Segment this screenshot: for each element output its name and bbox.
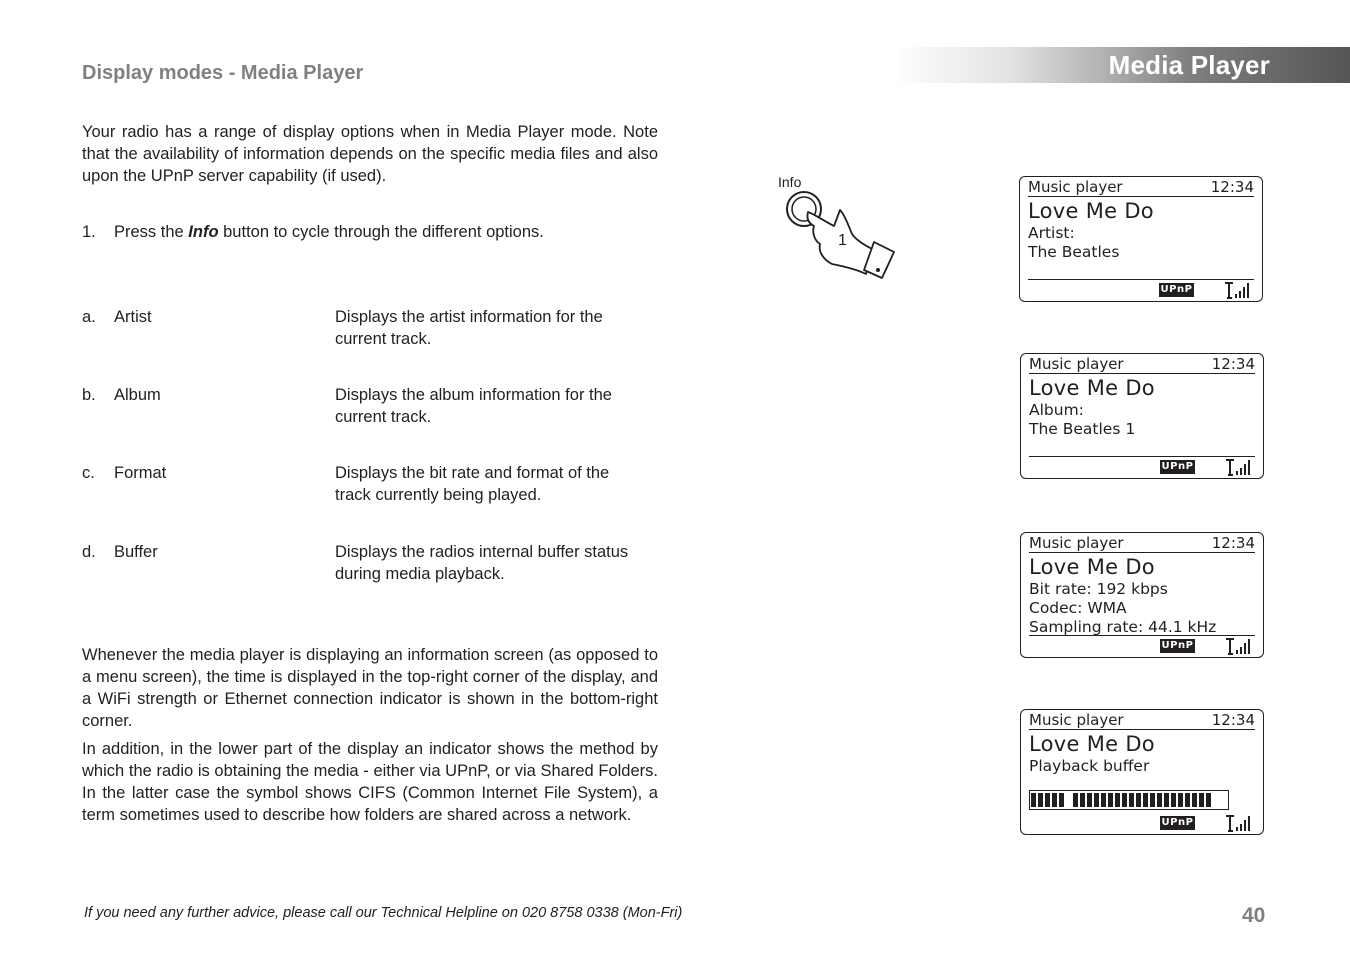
desc-line: track currently being played. xyxy=(335,486,542,504)
lcd-display-artist xyxy=(1019,176,1263,302)
lcd-header xyxy=(1028,178,1254,197)
lcd-display-format xyxy=(1020,532,1264,658)
wifi-signal-icon xyxy=(1224,281,1254,299)
mode-letter: b. xyxy=(82,386,96,404)
desc-line: Displays the album information for the xyxy=(335,386,612,404)
lcd-time: 12:34 xyxy=(1211,711,1255,729)
wifi-signal-icon xyxy=(1225,458,1255,476)
buffer-segment xyxy=(1073,793,1078,807)
wifi-signal-icon xyxy=(1225,814,1255,832)
lcd-line: Codec: WMA xyxy=(1029,599,1127,617)
wifi-signal-icon xyxy=(1225,637,1255,655)
intro-paragraph: Your radio has a range of display options when in Media Player mode. Note that the availability of information depends on the specific media files and also upon the UPnP server capability (if used). xyxy=(82,123,658,185)
lcd-line: The Beatles 1 xyxy=(1029,420,1136,438)
lcd-line: Album: xyxy=(1029,401,1084,419)
buffer-segment xyxy=(1164,793,1169,807)
lcd-display-buffer xyxy=(1020,709,1264,835)
buffer-segment xyxy=(1150,793,1155,807)
lcd-time: 12:34 xyxy=(1210,178,1254,196)
desc-line: Displays the radios internal buffer status xyxy=(335,543,629,561)
step-text-before: Press the xyxy=(114,223,189,241)
buffer-segment xyxy=(1171,793,1176,807)
lcd-line: Playback buffer xyxy=(1029,757,1150,775)
info-button-illustration xyxy=(770,170,900,290)
desc-line: Displays the artist information for the xyxy=(335,308,603,326)
upnp-badge: UPnP xyxy=(1161,640,1194,651)
buffer-segment xyxy=(1129,793,1134,807)
buffer-segment xyxy=(1101,793,1106,807)
buffer-segment xyxy=(1087,793,1092,807)
info-screen-paragraph: Whenever the media player is displaying an information screen (as opposed to a menu screen), the time is displayed in the top-right corner of the display, and a WiFi strength or Ethernet connection indicator is shown in the bottom-right corner. xyxy=(82,646,658,730)
buffer-segment xyxy=(1136,793,1141,807)
desc-line: current track. xyxy=(335,330,432,348)
buffer-fill xyxy=(1030,791,1228,809)
lcd-line: Sampling rate: 44.1 kHz xyxy=(1029,618,1217,636)
lcd-track: Love Me Do xyxy=(1029,732,1155,756)
playback-buffer-bar xyxy=(1029,790,1229,810)
step-1 xyxy=(82,221,544,243)
lcd-title: Music player xyxy=(1028,178,1123,196)
illustration-step-label: 1 xyxy=(838,232,847,249)
lcd-header xyxy=(1029,534,1255,553)
buffer-segment xyxy=(1045,793,1050,807)
mode-description xyxy=(335,306,665,350)
buffer-segment xyxy=(1115,793,1120,807)
mode-letter: c. xyxy=(82,464,95,482)
mode-letter: a. xyxy=(82,308,96,326)
footer-helpline-note: If you need any further advice, please call our Technical Helpline on 020 8758 0338 (Mon-Fri) xyxy=(84,905,683,921)
lcd-header xyxy=(1029,355,1255,374)
buffer-segment xyxy=(1038,793,1043,807)
buffer-segment xyxy=(1206,793,1211,807)
buffer-segment xyxy=(1178,793,1183,807)
lcd-line: The Beatles xyxy=(1028,243,1120,261)
mode-description xyxy=(335,384,665,428)
buffer-segment xyxy=(1108,793,1113,807)
lcd-time: 12:34 xyxy=(1211,534,1255,552)
step-number: 1. xyxy=(82,223,96,241)
buffer-segment xyxy=(1199,793,1204,807)
buffer-segment xyxy=(1031,793,1036,807)
buffer-segment xyxy=(1122,793,1127,807)
upnp-badge: UPnP xyxy=(1161,817,1194,828)
mode-letter: d. xyxy=(82,543,96,561)
desc-line: during media playback. xyxy=(335,565,505,583)
lcd-line: Artist: xyxy=(1028,224,1075,242)
banner-title: Media Player xyxy=(1108,50,1270,80)
lcd-track: Love Me Do xyxy=(1029,376,1155,400)
lcd-display-album xyxy=(1020,353,1264,479)
hand-pressing-button-icon xyxy=(770,170,900,285)
lcd-divider xyxy=(1028,279,1254,280)
lcd-title: Music player xyxy=(1029,355,1124,373)
buffer-segment xyxy=(1080,793,1085,807)
mode-name: Artist xyxy=(114,308,152,326)
buffer-segment xyxy=(1094,793,1099,807)
upnp-badge: UPnP xyxy=(1160,284,1193,295)
buffer-segment xyxy=(1157,793,1162,807)
mode-name: Format xyxy=(114,464,167,482)
mode-name: Buffer xyxy=(114,543,158,561)
media-source-paragraph: In addition, in the lower part of the display an indicator shows the method by which the radio is obtaining the media - either via UPnP, or via Shared Folders. In the latter case the symbol shows CIFS (Common Internet File System), a term sometimes used to describe how folders are shared across a network. xyxy=(82,740,658,824)
lcd-divider xyxy=(1029,635,1255,636)
buffer-segment xyxy=(1192,793,1197,807)
lcd-track: Love Me Do xyxy=(1029,555,1155,579)
upnp-badge: UPnP xyxy=(1161,461,1194,472)
buffer-segment xyxy=(1143,793,1148,807)
mode-description xyxy=(335,541,665,585)
desc-line: current track. xyxy=(335,408,432,426)
lcd-divider xyxy=(1029,456,1255,457)
lcd-header xyxy=(1029,711,1255,730)
step-text-after: button to cycle through the different options. xyxy=(218,223,544,241)
illustration-button-label: Info xyxy=(778,174,802,190)
buffer-segment xyxy=(1059,793,1064,807)
mode-description xyxy=(335,462,665,506)
section-title: Display modes - Media Player xyxy=(82,62,364,84)
lcd-time: 12:34 xyxy=(1211,355,1255,373)
lcd-title: Music player xyxy=(1029,534,1124,552)
lcd-line: Bit rate: 192 kbps xyxy=(1029,580,1168,598)
buffer-segment xyxy=(1052,793,1057,807)
desc-line: Displays the bit rate and format of the xyxy=(335,464,610,482)
info-button-reference: Info xyxy=(188,223,219,241)
lcd-track: Love Me Do xyxy=(1028,199,1154,223)
mode-name: Album xyxy=(114,386,161,404)
page-number: 40 xyxy=(1242,904,1266,927)
lcd-title: Music player xyxy=(1029,711,1124,729)
buffer-segment xyxy=(1185,793,1190,807)
